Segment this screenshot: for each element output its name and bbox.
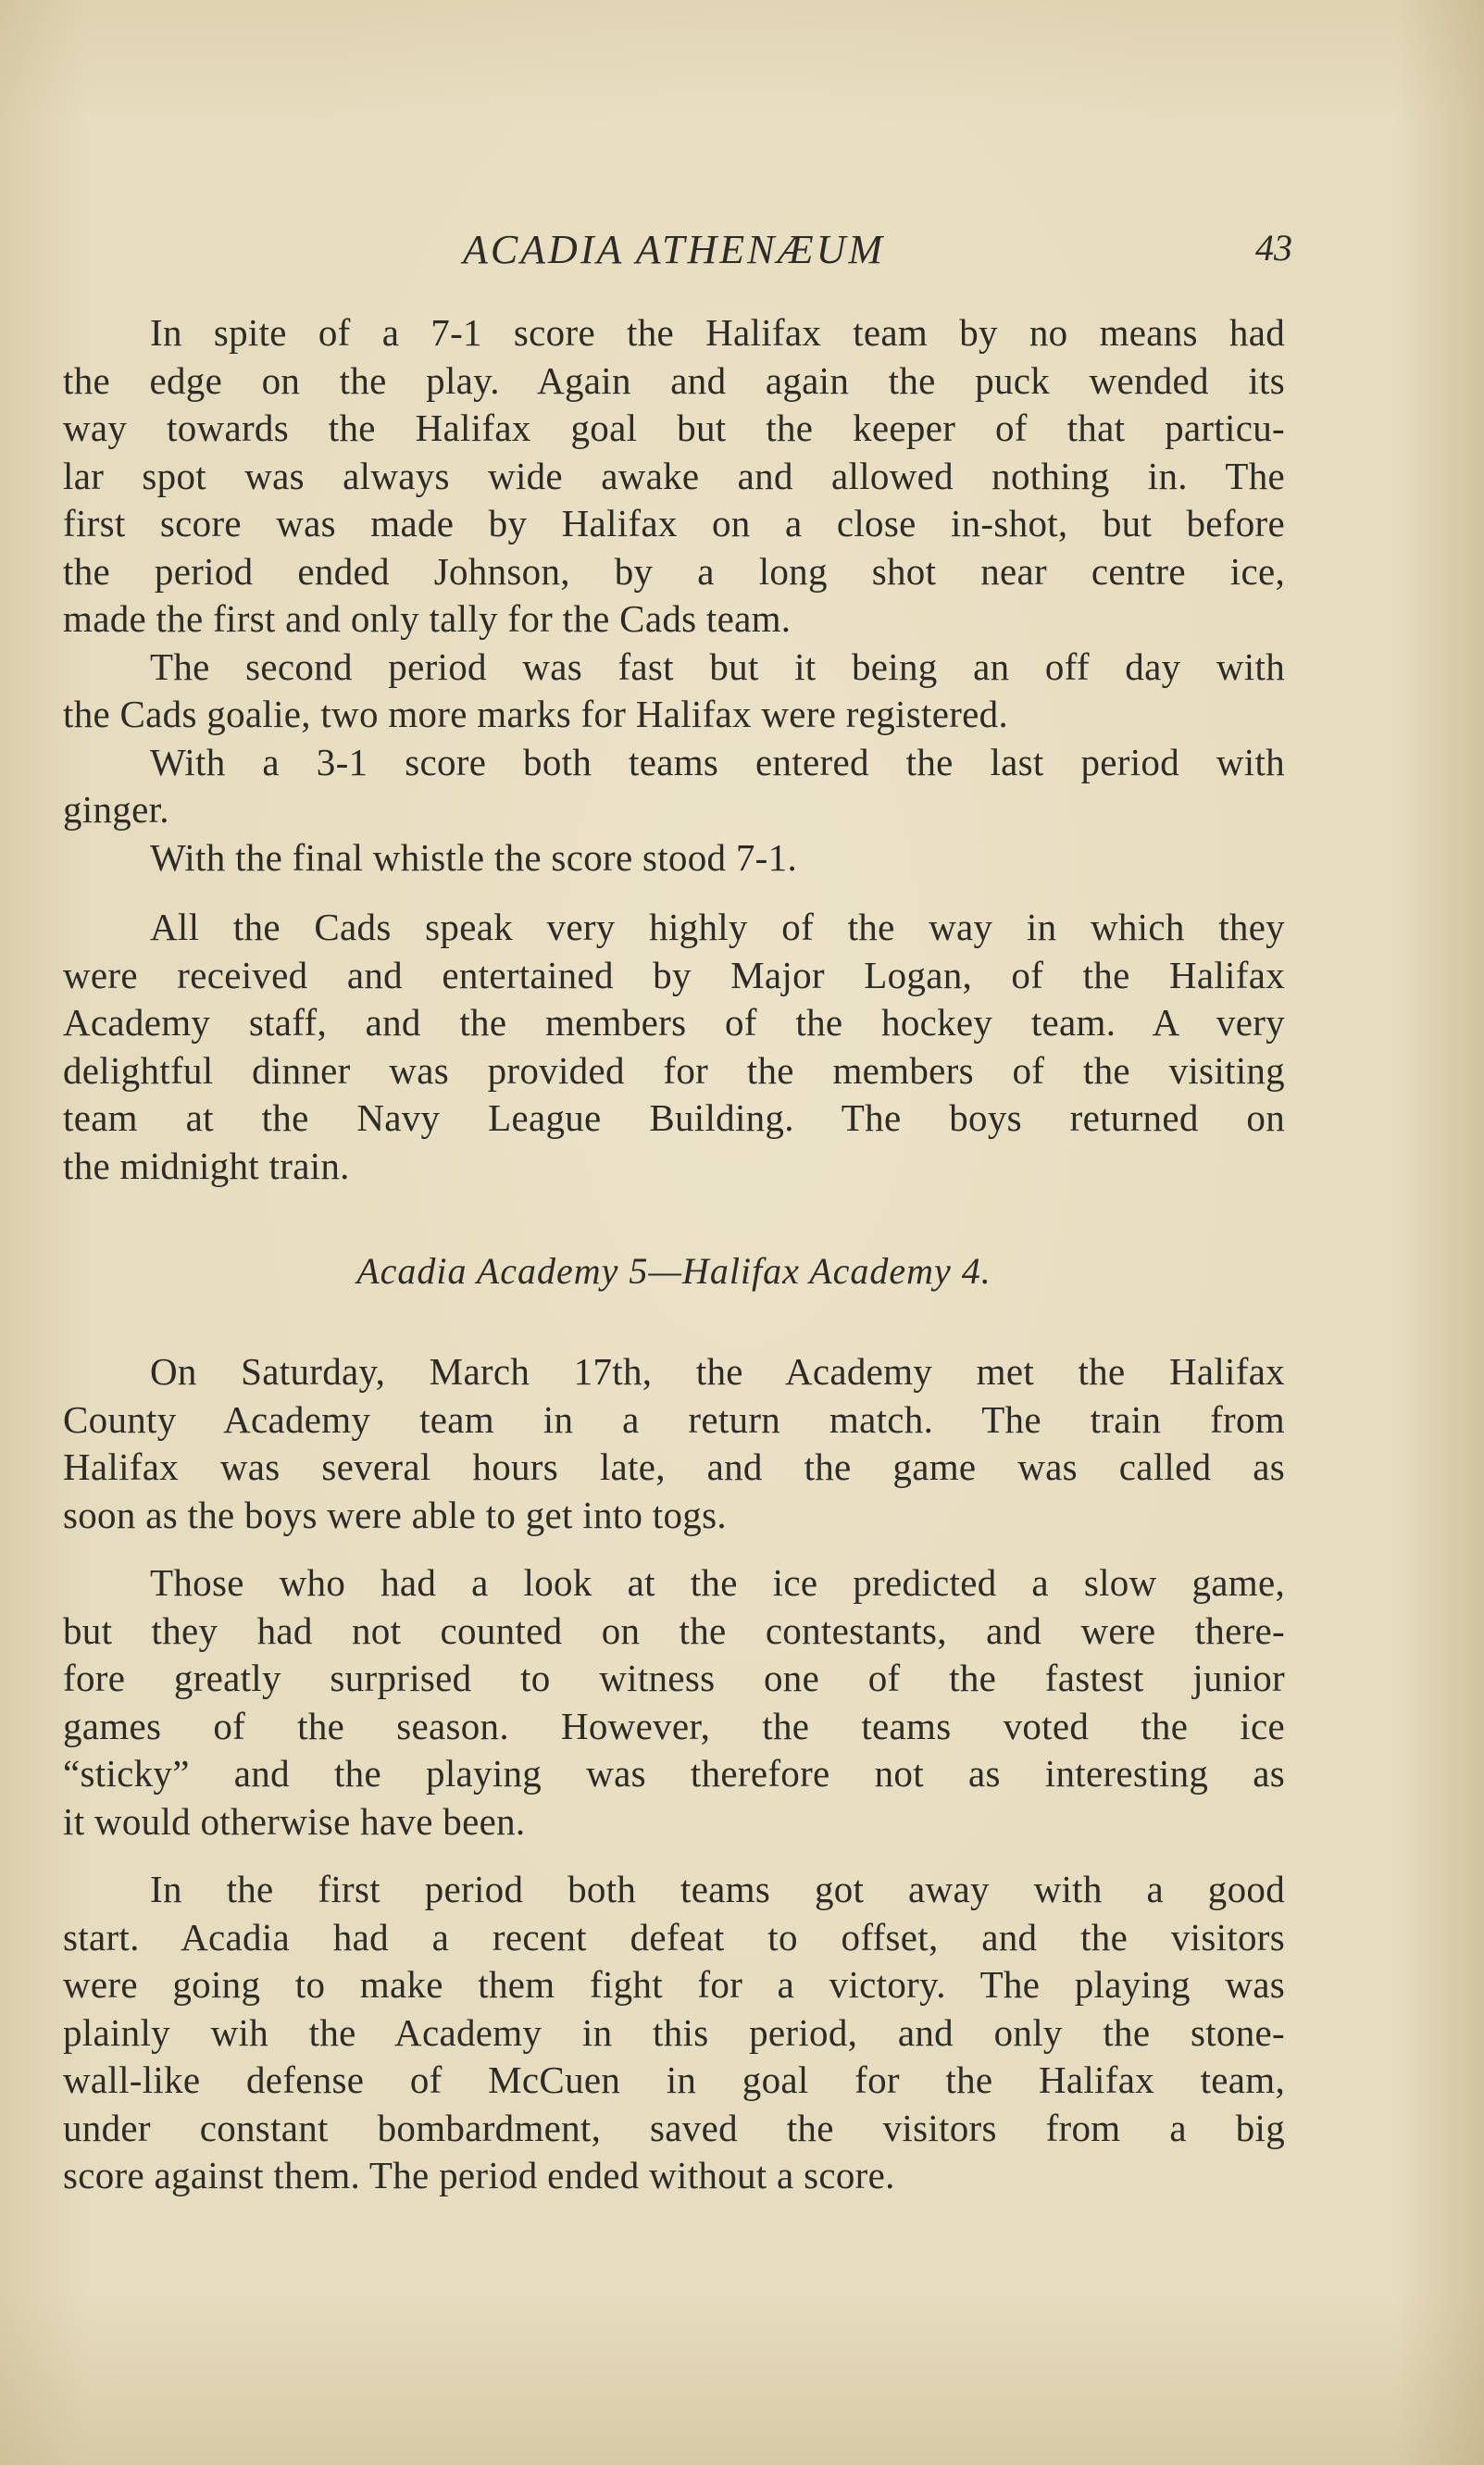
- text-line: games of the season. However, the teams voted the ice: [63, 1704, 1285, 1747]
- text-line: score against them. The period ended without a score.: [63, 2154, 895, 2196]
- text-line: In the first period both teams got away with a good: [150, 1868, 1285, 1910]
- paragraph-slow-game: [63, 1559, 1285, 1846]
- paragraph-final-whistle: [63, 834, 1285, 882]
- text-line: under constant bombardment, saved the visitors from a big: [63, 2106, 1285, 2149]
- paragraph-second-period: [63, 644, 1285, 739]
- text-line: In spite of a 7-1 score the Halifax team by no means had: [150, 311, 1285, 354]
- text-line: were received and entertained by Major Logan, of the Halifax: [63, 953, 1285, 996]
- text-line: plainly wih the Academy in this period, and only the stone-: [63, 2010, 1285, 2054]
- section-heading: Acadia Academy 5—Halifax Academy 4.: [356, 1250, 991, 1292]
- text-line: lar spot was always wide awake and allowed nothing in. The: [63, 454, 1285, 497]
- text-line: the Cads goalie, two more marks for Halifax were registered.: [63, 693, 1008, 735]
- printed-page: [63, 222, 1292, 2200]
- text-line: wall-like defense of McCuen in goal for the Halifax team,: [63, 2058, 1285, 2101]
- text-line: All the Cads speak very highly of the way in which they: [150, 906, 1285, 948]
- text-line: The second period was fast but it being an off day with: [150, 644, 1285, 688]
- text-line: On Saturday, March 17th, the Academy met the Halifax: [150, 1350, 1285, 1393]
- text-line: way towards the Halifax goal but the keeper of that particu-: [63, 407, 1285, 449]
- text-line: first score was made by Halifax on a close in-shot, but before: [63, 502, 1285, 544]
- text-line: start. Acadia had a recent defeat to offset, and the visitors: [63, 1915, 1285, 1958]
- text-line: County Academy team in a return match. The train from: [63, 1397, 1285, 1441]
- paragraph-hospitality: [63, 904, 1285, 1190]
- text-line: With a 3-1 score both teams entered the last period with: [150, 740, 1285, 783]
- text-line: Academy staff, and the members of the hockey team. A very: [63, 1001, 1285, 1044]
- text-line: team at the Navy League Building. The boys returned on: [63, 1096, 1285, 1139]
- text-line: Those who had a look at the ice predicted a slow game,: [150, 1561, 1285, 1604]
- text-line: delightful dinner was provided for the members of the visiting: [63, 1048, 1285, 1092]
- text-line: Halifax was several hours late, and the game was called as: [63, 1445, 1285, 1488]
- paragraph-johnson-tally: [63, 309, 1285, 644]
- paragraph-return-match: [63, 1348, 1285, 1539]
- paragraph-last-period: [63, 739, 1285, 834]
- text-line: it would otherwise have been.: [63, 1799, 526, 1843]
- text-line: “sticky” and the playing was therefore not as interesting as: [63, 1752, 1285, 1795]
- text-line: fore greatly surprised to witness one of the fastest junior: [63, 1657, 1285, 1699]
- text-line: the midnight train.: [63, 1144, 350, 1187]
- text-line: the period ended Johnson, by a long shot near centre ice,: [63, 549, 1285, 593]
- article-body-top: [63, 309, 1285, 1190]
- paragraph-first-period: [63, 1866, 1285, 2200]
- page-number: 43: [1255, 227, 1292, 269]
- journal-title: ACADIA ATHENÆUM: [462, 227, 886, 272]
- text-line: the edge on the play. Again and again the puck wended its: [63, 358, 1285, 402]
- text-line: soon as the boys were able to get into togs.: [63, 1493, 727, 1536]
- text-line: With the final whistle the score stood 7-1.: [150, 835, 797, 879]
- text-line: made the first and only tally for the Cads team.: [63, 597, 792, 640]
- running-head: [63, 222, 1292, 287]
- article-body-bottom: [63, 1348, 1285, 2200]
- text-line: were going to make them fight for a victory. The playing was: [63, 1963, 1285, 2006]
- text-line: but they had not counted on the contestants, and were there-: [63, 1608, 1285, 1652]
- text-line: ginger.: [63, 788, 169, 831]
